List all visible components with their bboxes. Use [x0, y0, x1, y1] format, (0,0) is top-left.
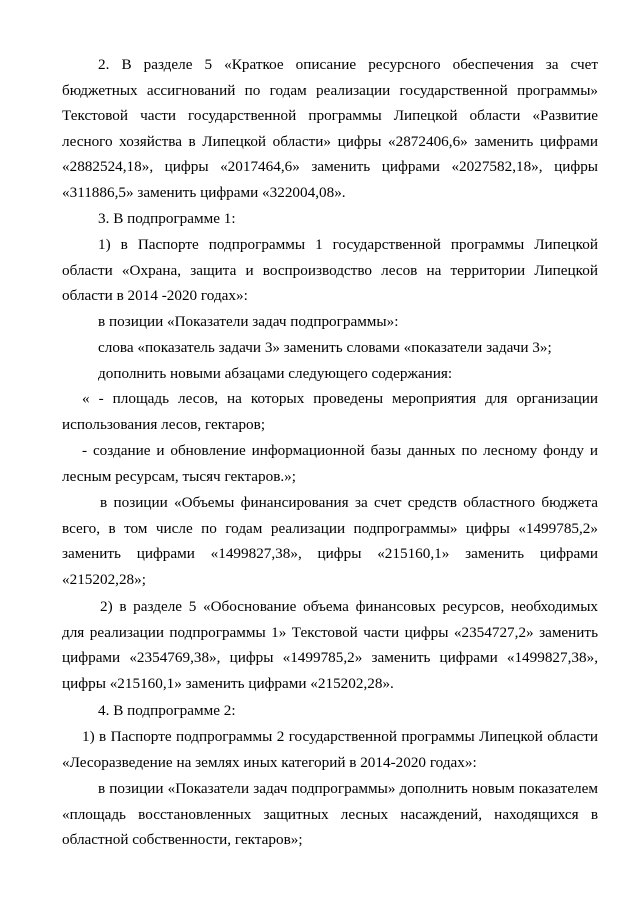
paragraph-forest-area: « - площадь лесов, на которых проведены мероприятия для организации использования лесов, гектаров; — [62, 390, 598, 433]
paragraph-replace-words: слова «показатель задачи 3» заменить словами «показатели задачи 3»; — [98, 339, 552, 356]
paragraph-financing-volumes: в позиции «Объемы финансирования за счет средств областного бюджета всего, в том числе по годам реализации подпрограммы» цифры «1499785,2» заменить цифрами «1499827,38», цифры «215160,1» заменить цифрами «215202,28»; — [62, 494, 598, 588]
paragraph-indicators-position: в позиции «Показатели задач подпрограммы»: — [98, 313, 399, 330]
paragraph-database: - создание и обновление информационной базы данных по лесному фонду и лесным ресурсам, тысяч гектаров.»; — [62, 442, 598, 485]
paragraph-passport-subprogram1: 1) в Паспорте подпрограммы 1 государственной программы Липецкой области «Охрана, защита и воспроизводство лесов на территории Липецкой области в 2014 -2020 годах»: — [62, 236, 598, 305]
paragraph-section5-subprogram1: 2) в разделе 5 «Обоснование объема финансовых ресурсов, необходимых для реализации подпрограммы 1» Текстовой части цифры «2354727,2» заменить цифрами «2354769,38», цифры «1499785,2» заменить цифрами «1499827,38», цифры «215160,1» заменить цифрами «215202,28». — [62, 598, 598, 692]
paragraph-new-indicator: в позиции «Показатели задач подпрограммы» дополнить новым показателем «площадь восстановленных защитных лесных насаждений, находящихся в областной собственности, гектаров»; — [62, 780, 598, 849]
paragraph-subprogram1-heading: 3. В подпрограмме 1: — [98, 210, 236, 227]
paragraph-subprogram2-heading: 4. В подпрограмме 2: — [98, 702, 236, 719]
paragraph-section5-amendment: 2. В разделе 5 «Краткое описание ресурсного обеспечения за счет бюджетных ассигнований по годам реализации государственной программы» Текстовой части государственной программы Липецкой области «Развитие лесного хозяйства в Липецкой области» цифры «2872406,6» заменить цифрами «2882524,18», цифры «2017464,6» заменить цифрами «2027582,18», цифры «311886,5» заменить цифрами «322004,08». — [62, 56, 598, 201]
paragraph-passport-subprogram2: 1) в Паспорте подпрограммы 2 государственной программы Липецкой области «Лесоразведение на землях иных категорий в 2014-2020 годах»: — [62, 728, 598, 771]
paragraph-add-paragraphs: дополнить новыми абзацами следующего содержания: — [98, 365, 453, 382]
